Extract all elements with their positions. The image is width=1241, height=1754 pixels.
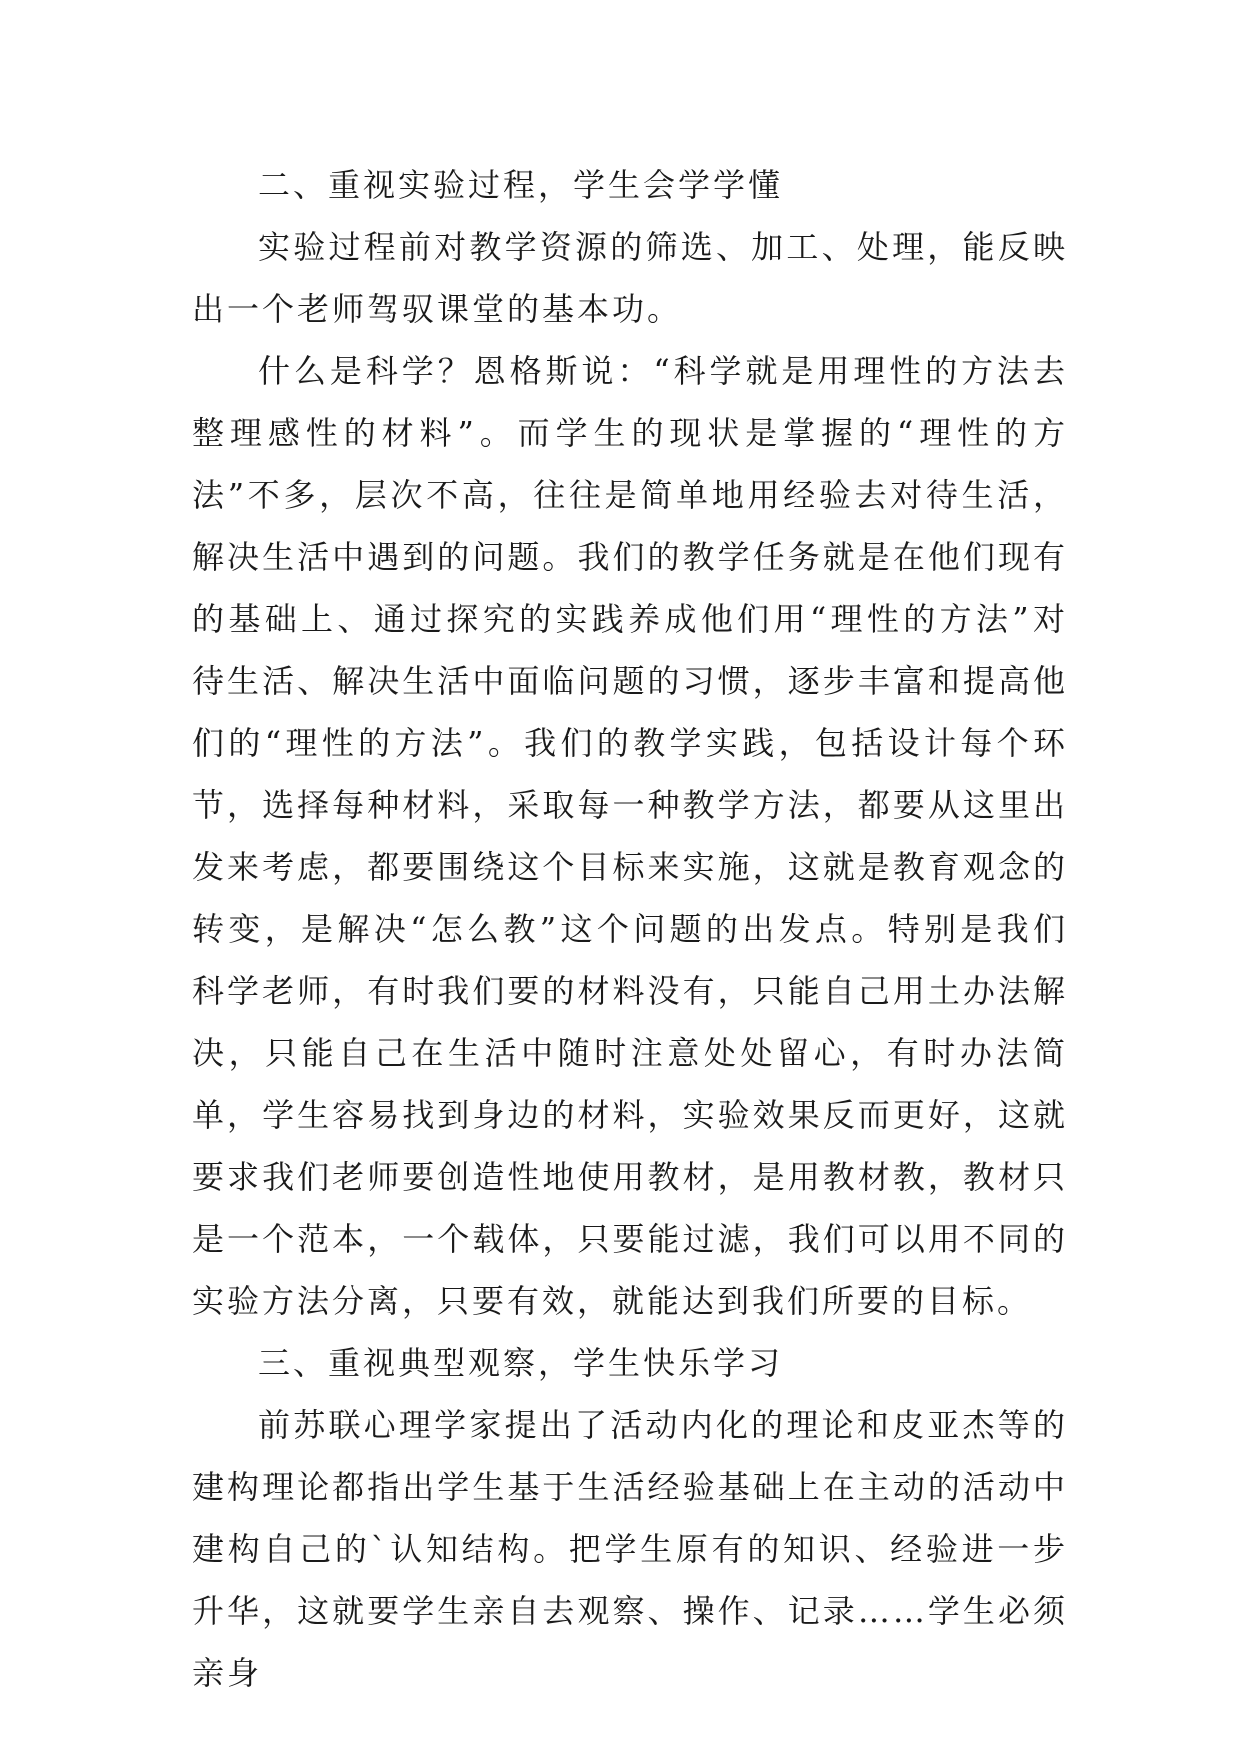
section-heading-2: 二、重视实验过程，学生会学学懂 <box>258 166 784 204</box>
section-heading-3: 三、重视典型观察，学生快乐学习 <box>258 1344 784 1382</box>
paragraph-1: 实验过程前对教学资源的筛选、加工、处理，能反映出一个老师驾驭课堂的基本功。 <box>192 228 1068 328</box>
paragraph-3: 前苏联心理学家提出了活动内化的理论和皮亚杰等的建构理论都指出学生基于生活经验基础上在主动的活动中建构自己的`认知结构。把学生原有的知识、经验进一步升华，这就要学生亲自去观察、操作、记录……学生必须亲身 <box>192 1406 1068 1692</box>
document-body <box>192 154 1068 1704</box>
paragraph-2: 什么是科学？恩格斯说：“科学就是用理性的方法去整理感性的材料”。而学生的现状是掌握的“理性的方法”不多，层次不高，往往是简单地用经验去对待生活，解决生活中遇到的问题。我们的教学任务就是在他们现有的基础上、通过探究的实践养成他们用“理性的方法”对待生活、解决生活中面临问题的习惯，逐步丰富和提高他们的“理性的方法”。我们的教学实践，包括设计每个环节，选择每种材料，采取每一种教学方法，都要从这里出发来考虑，都要围绕这个目标来实施，这就是教育观念的转变，是解决“怎么教”这个问题的出发点。特别是我们科学老师，有时我们要的材料没有，只能自己用土办法解决，只能自己在生活中随时注意处处留心，有时办法简单，学生容易找到身边的材料，实验效果反而更好，这就要求我们老师要创造性地使用教材，是用教材教，教材只是一个范本，一个载体，只要能过滤，我们可以用不同的实验方法分离，只要有效，就能达到我们所要的目标。 <box>192 352 1068 1320</box>
